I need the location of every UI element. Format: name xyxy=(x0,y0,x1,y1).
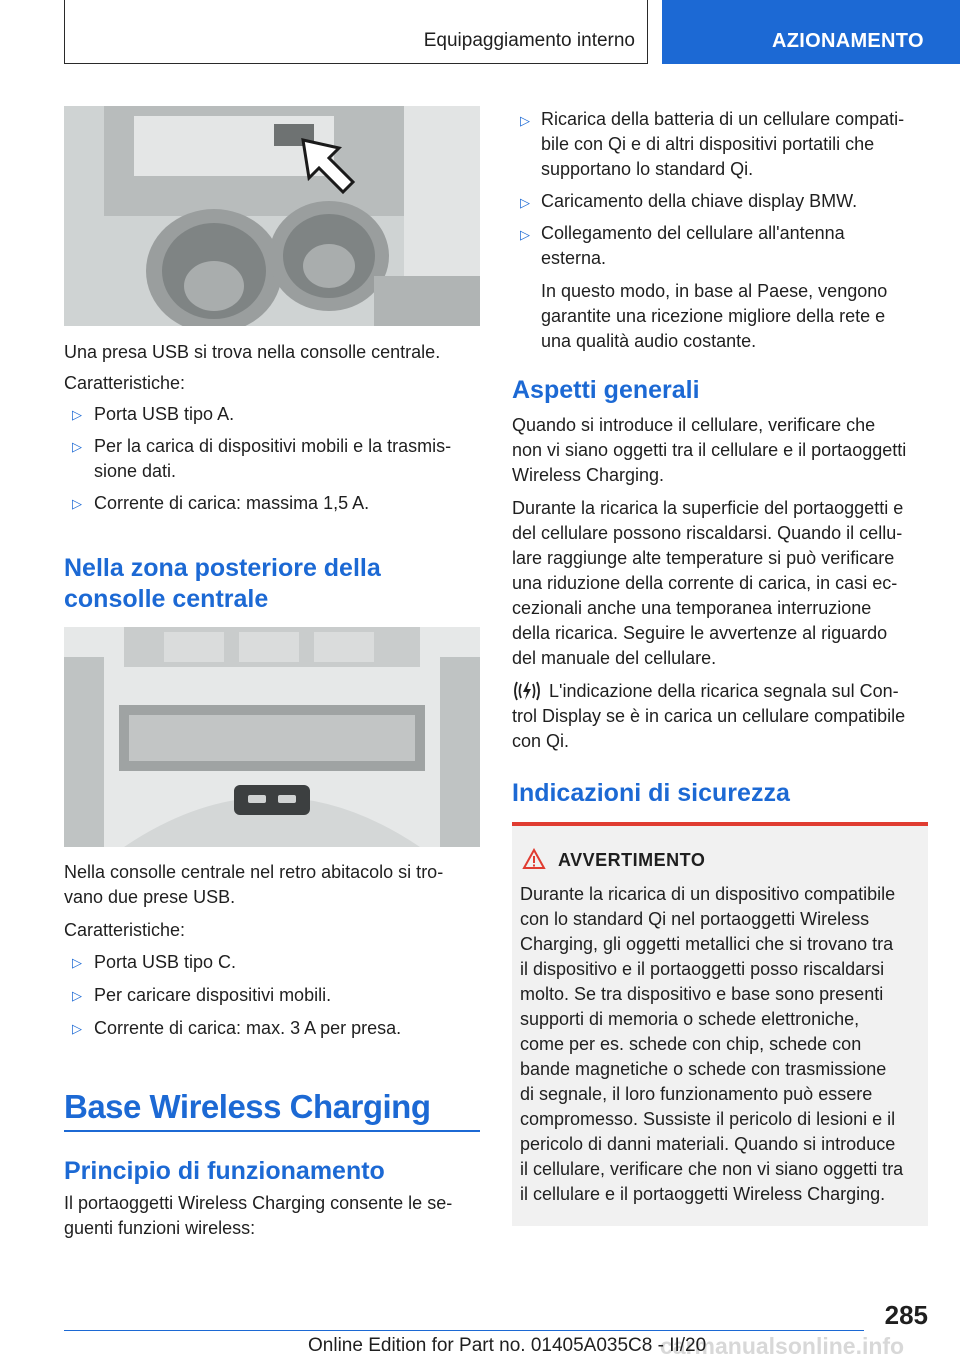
list-item: Collegamento del cellulare all'antenna xyxy=(541,223,845,243)
bullet-triangle-icon: ▷ xyxy=(520,113,530,128)
general-p2-line: lare raggiunge alte temperature si può verificare xyxy=(512,548,895,568)
rear-caption-line1: Nella consolle centrale nel retro abitacolo si tro- xyxy=(64,862,444,882)
warning-line: pericolo di danni materiali. Quando si introduce xyxy=(520,1134,896,1154)
principle-line2: guenti funzioni wireless: xyxy=(64,1218,256,1238)
general-p1-line: Quando si introduce il cellulare, verificare che xyxy=(512,415,876,435)
header-chapter-tab xyxy=(662,0,960,64)
antenna-note-line3: una qualità audio costante. xyxy=(541,331,757,351)
general-p2-line: Durante la ricarica la superficie del portaoggetti e xyxy=(512,498,904,518)
rear-console-usb-photo xyxy=(64,627,480,847)
warning-line: come per es. schede con chip, schede con xyxy=(520,1034,862,1054)
warning-line: con lo standard Qi nel portaoggetti Wireless xyxy=(520,909,870,929)
watermark: carmanualsonline.info xyxy=(660,1333,905,1359)
bullet-triangle-icon: ▷ xyxy=(72,496,82,511)
list-item-continued: sione dati. xyxy=(94,461,177,481)
general-p2-line: una riduzione della corrente di carica, in casi ec- xyxy=(512,573,898,593)
general-p2-line: del cellulare possono riscaldarsi. Quando il cellu- xyxy=(512,523,903,543)
warning-title: AVVERTIMENTO xyxy=(558,850,706,870)
list-item-continued: supportano lo standard Qi. xyxy=(541,159,754,179)
bullet-triangle-icon: ▷ xyxy=(520,227,530,242)
general-p1-line: Wireless Charging. xyxy=(512,465,665,485)
warning-line: il cellulare e il portaoggetti Wireless Charging. xyxy=(520,1184,886,1204)
list-item: Porta USB tipo C. xyxy=(94,952,237,972)
list-item: Corrente di carica: massima 1,5 A. xyxy=(94,493,370,513)
edition-info: Online Edition for Part no. 01405A035C8 - II/20 xyxy=(308,1335,707,1356)
list-item: Caricamento della chiave display BMW. xyxy=(541,191,858,211)
indicator-line1: L'indicazione della ricarica segnala sul Con- xyxy=(549,681,899,701)
list-item: Per caricare dispositivi mobili. xyxy=(94,985,332,1005)
indicator-line2: trol Display se è in carica un cellulare compatibile xyxy=(512,706,906,726)
rear-console-heading-line2: consolle centrale xyxy=(64,585,269,613)
rear-caption-line2: vano due prese USB. xyxy=(64,887,236,907)
header-section-title: Equipaggiamento interno xyxy=(423,30,635,51)
features-label-front: Caratteristiche: xyxy=(64,373,186,393)
antenna-note-line1: In questo modo, in base al Paese, vengono xyxy=(541,281,888,301)
list-item-continued: esterna. xyxy=(541,248,607,268)
front-console-illustration xyxy=(64,106,480,326)
usb-front-caption: Una presa USB si trova nella consolle centrale. xyxy=(64,342,441,362)
list-item: Corrente di carica: max. 3 A per presa. xyxy=(94,1018,402,1038)
footer-divider xyxy=(64,1330,864,1331)
general-p2-line: della ricarica. Seguire le avvertenze al riguardo xyxy=(512,623,888,643)
warning-line: Charging, gli oggetti metallici che si trovano tra xyxy=(520,934,894,954)
principle-line1: Il portaoggetti Wireless Charging consente le se- xyxy=(64,1193,453,1213)
principle-heading: Principio di funzionamento xyxy=(64,1157,385,1185)
warning-line: di segnale, il loro funzionamento può essere xyxy=(520,1084,873,1104)
list-item: Per la carica di dispositivi mobili e la trasmis- xyxy=(94,436,452,456)
general-p2-line: del manuale del cellulare. xyxy=(512,648,717,668)
antenna-note-line2: garantite una ricezione migliore della rete e xyxy=(541,306,886,326)
warning-line: molto. Se tra dispositivo e base sono presenti xyxy=(520,984,884,1004)
page-number: 285 xyxy=(884,1300,928,1330)
warning-line: bande magnetiche o schede con trasmissione xyxy=(520,1059,887,1079)
safety-heading: Indicazioni di sicurezza xyxy=(512,779,790,807)
front-console-usb-photo xyxy=(64,106,480,326)
warning-line: il dispositivo e il portaoggetti posso riscaldarsi xyxy=(520,959,885,979)
indicator-line3: con Qi. xyxy=(512,731,570,751)
warning-line: compromesso. Sussiste il pericolo di lesioni e il xyxy=(520,1109,896,1129)
header-chapter-title: AZIONAMENTO xyxy=(772,30,924,52)
list-item: Porta USB tipo A. xyxy=(94,404,235,424)
bullet-triangle-icon: ▷ xyxy=(72,439,82,454)
features-label-rear: Caratteristiche: xyxy=(64,920,186,940)
header-section-box xyxy=(64,0,648,64)
bullet-triangle-icon: ▷ xyxy=(72,988,82,1003)
bullet-triangle-icon: ▷ xyxy=(72,1021,82,1036)
list-item-continued: bile con Qi e di altri dispositivi portatili che xyxy=(541,134,875,154)
warning-line: Durante la ricarica di un dispositivo compatibile xyxy=(520,884,896,904)
wireless-charging-icon xyxy=(512,679,542,703)
general-p2-line: cezionali anche una temporanea interruzione xyxy=(512,598,872,618)
arrow-pointer-icon xyxy=(299,136,359,196)
wireless-charging-title: Base Wireless Charging xyxy=(64,1088,431,1125)
general-heading: Aspetti generali xyxy=(512,376,700,404)
bullet-triangle-icon: ▷ xyxy=(72,407,82,422)
title-divider xyxy=(64,1130,480,1132)
rear-console-illustration xyxy=(64,627,480,847)
warning-box xyxy=(512,822,928,1226)
bullet-triangle-icon: ▷ xyxy=(72,955,82,970)
warning-triangle-icon xyxy=(522,848,546,870)
general-p1-line: non vi siano oggetti tra il cellulare e il portaoggetti xyxy=(512,440,907,460)
rear-console-heading-line1: Nella zona posteriore della xyxy=(64,554,381,582)
warning-line: il cellulare, verificare che non vi siano oggetti tra xyxy=(520,1159,904,1179)
warning-line: supporti di memoria o schede elettroniche, xyxy=(520,1009,860,1029)
list-item: Ricarica della batteria di un cellulare compati- xyxy=(541,109,905,129)
bullet-triangle-icon: ▷ xyxy=(520,195,530,210)
